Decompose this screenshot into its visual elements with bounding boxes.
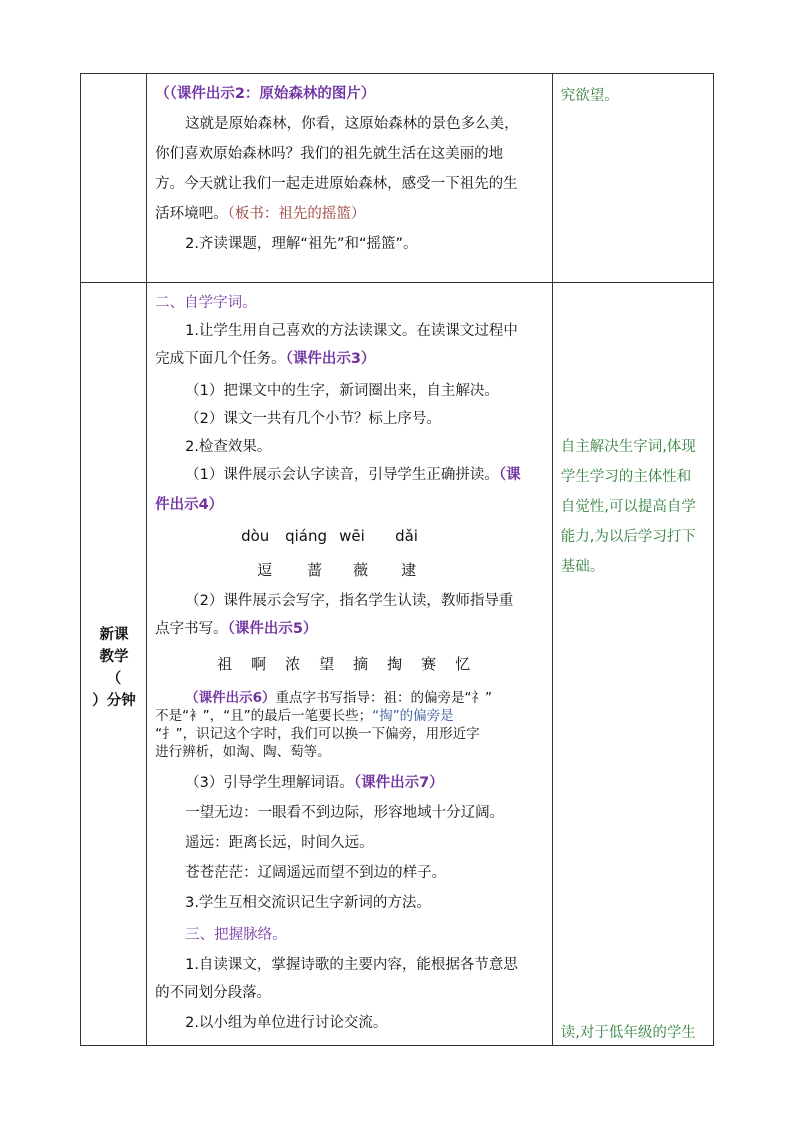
- step-2-2-line-1: （2）课件展示会写字，指名学生认读，教师指导重: [185, 593, 514, 609]
- courseware-note-5: （课件出示5）: [227, 621, 318, 637]
- section-label-cell-empty: [81, 74, 147, 283]
- blackboard-note: （板书：祖先的摇篮）: [227, 206, 366, 222]
- courseware-note-2: （（课件出示2：原始森林的图片）: [155, 86, 376, 102]
- write-char-1: 祖: [217, 655, 233, 673]
- design-intent-cell: [552, 283, 713, 1046]
- design-note-line-5: 基础。: [560, 559, 605, 575]
- table-row-new-lesson: [81, 283, 714, 1046]
- write-char-5: 摘: [353, 655, 369, 673]
- vocab-3: 苍苍茫茫：辽阔遥远而望不到边的样子。: [185, 865, 447, 881]
- structure-step-1-line-1: 1.自读课文，掌握诗歌的主要内容，能根据各节意思: [185, 957, 518, 973]
- step-1-line-2: 完成下面几个任务。（课件出示3）: [155, 351, 376, 367]
- heading-structure: 三、把握脉络。: [185, 927, 287, 943]
- courseware-note-7: （课件出示7）: [353, 775, 444, 791]
- section-label-cell: [81, 283, 147, 1046]
- structure-step-1-line-2: 的不同划分段落。: [155, 985, 272, 1001]
- courseware-note-3: （课件出示3）: [285, 351, 376, 367]
- design-note-line-2: 学生学习的主体性和: [560, 469, 692, 485]
- step-2-2-line-2: 点字书写。（课件出示5）: [155, 621, 318, 637]
- vocab-1: 一望无边：一眼看不到边际，形容地域十分辽阔。: [185, 805, 505, 821]
- content-cell-intro: [147, 74, 553, 283]
- write-char-8: 忆: [455, 655, 471, 673]
- courseware-note-4: 件出示4）: [155, 497, 224, 513]
- pinyin-wei: wēi: [339, 527, 365, 545]
- intro-line-5: 2.齐读课题，理解“祖先”和“摇篮”。: [185, 236, 418, 252]
- design-note-bottom: 读,对于低年级的学生: [560, 1025, 696, 1041]
- vocab-2: 遥远：距离长远，时间久远。: [185, 835, 374, 851]
- writing-guide-line-2: 不是“衤”，“且”的最后一笔要长些；“掏”的偏旁是: [155, 708, 454, 724]
- intro-line-3: 方。今天就让我们一起走进原始森林，感受一下祖先的生: [155, 176, 518, 192]
- courseware-note-6: （课件出示6）: [185, 690, 276, 706]
- design-note-line-1: 自主解决生字词,体现: [560, 439, 696, 455]
- step-2-1-line-1: （1）课件展示会认字读音，引导学生正确拼读。（课: [185, 467, 521, 483]
- char-wei: 薇: [353, 561, 369, 579]
- step-2: 2.检查效果。: [185, 439, 272, 455]
- write-char-6: 掏: [387, 655, 403, 673]
- design-note-line-4: 能力,为以后学习打下: [560, 529, 696, 545]
- content-cell-new-lesson: [147, 283, 553, 1046]
- intro-line-1: 这就是原始森林，你看，这原始森林的景色多么美，: [185, 116, 519, 132]
- section-label-line-4: ）分钟: [92, 693, 136, 709]
- step-3: 3.学生互相交流识记生字新词的方法。: [185, 895, 431, 911]
- pinyin-dou: dòu: [241, 527, 270, 545]
- writing-guide-line-4: 进行辨析，如淘、陶、萄等。: [155, 744, 331, 760]
- design-note-line-3: 自觉性,可以提高自学: [560, 499, 696, 515]
- intro-line-2: 你们喜欢原始森林吗？我们的祖先就生活在这美丽的地: [155, 146, 504, 162]
- write-char-4: 望: [319, 655, 335, 673]
- task-2: （2）课文一共有几个小节？标上序号。: [185, 411, 441, 427]
- step-1-line-1: 1.让学生用自己喜欢的方法读课文。在读课文过程中: [185, 323, 518, 339]
- writing-guide-line-1: （课件出示6）重点字书写指导：祖：的偏旁是“礻”: [185, 690, 492, 706]
- intro-line-4: 活环境吧。（板书：祖先的摇篮）: [155, 206, 366, 222]
- pinyin-dai: dǎi: [395, 527, 418, 545]
- design-note-intro: 究欲望。: [560, 88, 619, 104]
- write-char-3: 浓: [285, 655, 301, 673]
- task-1: （1）把课文中的生字，新词圈出来，自主解决。: [185, 383, 499, 399]
- pinyin-qiang: qiáng: [285, 527, 328, 545]
- table-row-intro: [81, 74, 714, 283]
- char-dai: 逮: [401, 561, 417, 579]
- section-label-line-1: 新课: [99, 627, 129, 643]
- lesson-plan-table: [80, 73, 714, 1046]
- step-2-3: （3）引导学生理解词语。（课件出示7）: [185, 775, 444, 791]
- writing-guide-line-3: “扌”，识记这个字时，我们可以换一下偏旁，用形近字: [155, 726, 480, 742]
- structure-step-2: 2.以小组为单位进行讨论交流。: [185, 1015, 388, 1031]
- write-char-7: 赛: [421, 655, 437, 673]
- section-label-line-3: （: [106, 671, 122, 687]
- char-dou: 逗: [257, 561, 273, 579]
- char-qiang: 蔷: [307, 561, 323, 579]
- write-char-2: 啊: [251, 655, 267, 673]
- design-intent-cell-intro: [552, 74, 713, 283]
- heading-self-study: 二、自学字词。: [155, 295, 257, 311]
- section-label-line-2: 教学: [99, 649, 129, 665]
